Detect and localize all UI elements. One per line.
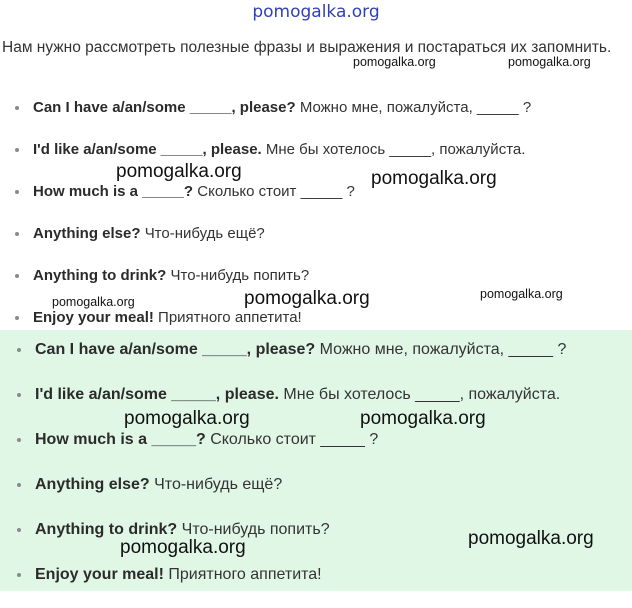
phrase-translation: Что-нибудь ещё? <box>154 476 283 493</box>
watermark: pomogalka.org <box>353 55 436 69</box>
phrase-translation: Можно мне, пожалуйста, _____ ? <box>299 99 532 116</box>
phrase-translation: Сколько стоит _____ ? <box>210 431 379 448</box>
phrase-translation: Что-нибудь попить? <box>181 521 330 538</box>
bullet-icon <box>15 316 19 320</box>
phrase-translation: Можно мне, пожалуйста, _____ ? <box>319 341 567 358</box>
phrase-list-bottom <box>17 338 566 608</box>
phrase-english: How much is a _____? <box>35 431 206 448</box>
bullet-icon <box>15 106 19 110</box>
bullet-icon <box>17 528 21 532</box>
watermark: pomogalka.org <box>468 528 594 549</box>
bullet-icon <box>17 573 21 577</box>
bullet-icon <box>15 190 19 194</box>
phrase-english: How much is a _____? <box>33 183 194 200</box>
intro-paragraph: Нам нужно рассмотреть полезные фразы и выражения и постараться их запомнить. <box>2 39 612 56</box>
site-title[interactable]: pomogalka.org <box>252 2 380 22</box>
phrase-english: Anything else? <box>35 476 150 493</box>
list-item <box>17 563 566 608</box>
phrase-english: I'd like a/an/some _____, please. <box>33 141 262 158</box>
watermark: pomogalka.org <box>124 408 250 429</box>
watermark: pomogalka.org <box>360 408 486 429</box>
list-item <box>17 338 566 383</box>
watermark: pomogalka.org <box>480 287 563 301</box>
bullet-icon <box>15 232 19 236</box>
watermark: pomogalka.org <box>116 161 242 182</box>
phrase-translation: Мне бы хотелось _____, пожалуйста. <box>283 386 561 403</box>
phrase-translation: Приятного аппетита! <box>168 566 322 583</box>
watermark: pomogalka.org <box>120 537 246 558</box>
watermark: pomogalka.org <box>52 295 135 309</box>
list-item <box>17 428 566 473</box>
phrase-translation: Мне бы хотелось _____, пожалуйста. <box>265 141 526 158</box>
phrase-translation: Что-нибудь попить? <box>170 267 310 284</box>
phrase-english: Anything to drink? <box>35 521 178 538</box>
phrase-english: Anything to drink? <box>33 267 167 284</box>
list-item <box>15 222 531 264</box>
phrase-translation: Сколько стоит _____ ? <box>197 183 355 200</box>
list-item <box>17 473 566 518</box>
watermark: pomogalka.org <box>371 168 497 189</box>
phrase-translation: Что-нибудь ещё? <box>144 225 265 242</box>
watermark: pomogalka.org <box>508 55 591 69</box>
bullet-icon <box>15 148 19 152</box>
phrase-english: Enjoy your meal! <box>35 566 164 583</box>
bullet-icon <box>17 393 21 397</box>
phrase-translation: Приятного аппетита! <box>158 309 302 326</box>
phrase-english: Enjoy your meal! <box>33 309 154 326</box>
bullet-icon <box>17 483 21 487</box>
bullet-icon <box>17 438 21 442</box>
phrase-english: I'd like a/an/some _____, please. <box>35 386 279 403</box>
bullet-icon <box>17 348 21 352</box>
phrase-english: Can I have a/an/some _____, please? <box>35 341 316 358</box>
phrase-list-top <box>15 96 531 348</box>
phrase-english: Anything else? <box>33 225 141 242</box>
phrase-english: Can I have a/an/some _____, please? <box>33 99 296 116</box>
bullet-icon <box>15 274 19 278</box>
watermark: pomogalka.org <box>244 288 370 309</box>
list-item <box>15 96 531 138</box>
